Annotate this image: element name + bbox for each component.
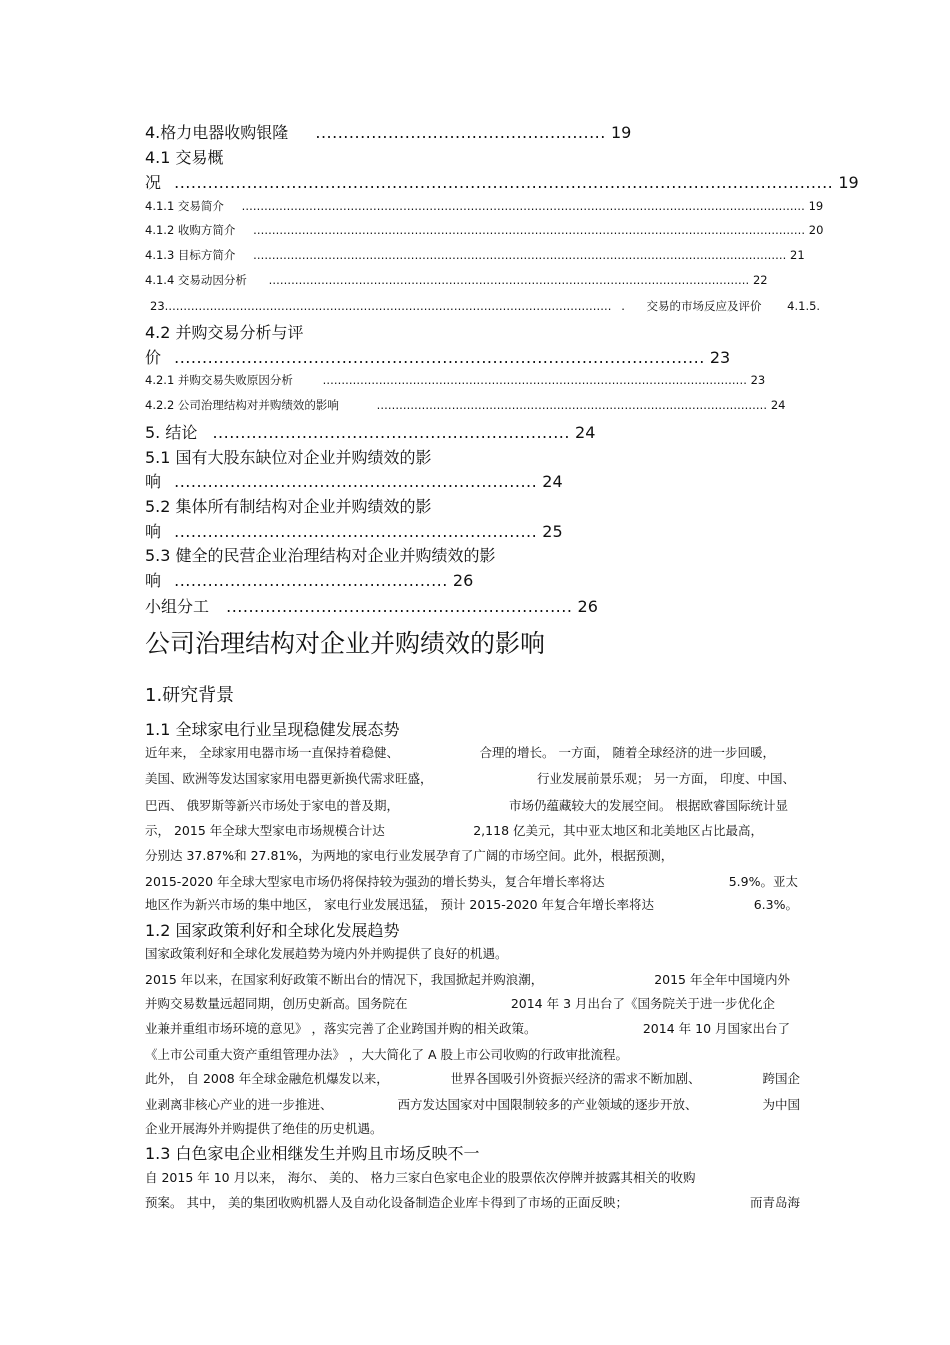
paragraph-line: 示， 2015 年全球大型家电市场规模合计达 2,118 亿美元，其中亚太地区和北美地区占比最高，: [145, 823, 763, 838]
toc-page: 23: [750, 373, 766, 387]
paragraph-line: 国家政策利好和全球化发展趋势为境内外并购提供了良好的机遇。: [145, 946, 508, 961]
toc-page: 26: [452, 571, 474, 590]
toc-leader: .......................................................................................................................: [164, 299, 612, 313]
subsection-heading-1-1: 1.1 全球家电行业呈现稳健发展态势: [145, 720, 400, 739]
toc-label: 4.1 交易概: [145, 148, 224, 167]
toc-label: 5.2 集体所有制结构对企业并购绩效的影: [145, 497, 432, 516]
toc-label-cont: 响: [145, 472, 162, 491]
toc-leader: ...................................................................................................................................................: [253, 223, 806, 237]
paragraph-line: 《上市公司重大资产重组管理办法》 ，大大简化了 A 股上市公司收购的行政审批流程。: [145, 1047, 628, 1062]
toc-label: 4.格力电器收购银隆: [145, 123, 289, 142]
toc-page: 25: [542, 522, 563, 541]
subsection-heading-1-2: 1.2 国家政策利好和全球化发展趋势: [145, 921, 400, 940]
paragraph-line: 并购交易数量远超同期，创历史新高。国务院在 2014 年 3 月出台了《国务院关于进一步优化企: [145, 996, 775, 1011]
toc-label: 5. 结论: [145, 423, 198, 442]
toc-leader: ....................................................: [315, 123, 606, 142]
paragraph-line: 预案。 其中， 美的集团收购机器人及自动化设备制造企业库卡得到了市场的正面反映； 而青岛海: [145, 1195, 800, 1210]
toc-leader: ...............................................................................................: [174, 348, 705, 367]
toc-label: 4.1.4 交易动因分析: [145, 273, 247, 287]
toc-page: 20: [808, 223, 824, 237]
toc-entry-4-1-1[interactable]: [145, 198, 823, 214]
toc-label: 小组分工: [145, 597, 210, 616]
toc-label-cont: 响: [145, 522, 162, 541]
toc-label: 5.1 国有大股东缺位对企业并购绩效的影: [145, 448, 432, 467]
paragraph-line: 业兼并重组市场环境的意见》 ，落实完善了企业跨国并购的相关政策。 2014 年 10 月国家出台了: [145, 1021, 790, 1036]
toc-page: 19: [838, 173, 859, 192]
toc-label: 4.2 并购交易分析与评: [145, 323, 304, 342]
toc-entry-5-2-cont: [145, 519, 563, 542]
toc-entry-5-3[interactable]: [145, 543, 496, 566]
toc-entry-5[interactable]: [145, 420, 595, 443]
paragraph-line: 近年来， 全球家用电器市场一直保持着稳健、 合理的增长。 一方面， 随着全球经济的进一步回暖，: [145, 745, 775, 760]
paragraph-line: 2015-2020 年全球大型家电市场仍将保持较为强劲的增长势头，复合年增长率将达 5.9%。亚太: [145, 874, 798, 889]
toc-entry-4[interactable]: [145, 120, 631, 143]
toc-leader: ........................................................................................................: [376, 398, 768, 412]
paragraph-line: 自 2015 年 10 月以来， 海尔、 美的、 格力三家白色家电企业的股票依次停牌并披露其相关的收购: [145, 1170, 696, 1185]
toc-page: 21: [790, 248, 805, 262]
toc-entry-4-2-cont: [145, 345, 730, 368]
toc-entry-4-1-4[interactable]: [145, 272, 768, 288]
toc-label: 4.2.2 公司治理结构对并购绩效的影响: [145, 398, 339, 412]
toc-page: 19: [808, 199, 824, 213]
toc-label: 5.3 健全的民营企业治理结构对企业并购绩效的影: [145, 546, 496, 565]
toc-leader: ..............................................................................................................................................: [253, 248, 787, 262]
toc-entry-5-1-cont: [145, 469, 563, 492]
toc-entry-group[interactable]: [145, 594, 598, 617]
toc-entry-4-2-1[interactable]: [145, 372, 765, 388]
toc-entry-4-2-2[interactable]: [145, 397, 785, 413]
paragraph-line: 此外， 自 2008 年全球金融危机爆发以来， 世界各国吸引外资振兴经济的需求不断加剧、 跨国企: [145, 1071, 800, 1086]
toc-entry-4-2[interactable]: [145, 320, 304, 343]
toc-label: 4.1.1 交易简介: [145, 199, 224, 213]
toc-label: 4.1.2 收购方简介: [145, 223, 236, 237]
toc-entry-4-1-2[interactable]: [145, 222, 823, 238]
paragraph-line: 业剥离非核心产业的进一步推进、 西方发达国家对中国限制较多的产业领域的逐步开放、 为中国: [145, 1097, 800, 1112]
toc-entry-4-1-3[interactable]: [145, 247, 805, 263]
toc-label-cont: 响: [145, 571, 162, 590]
toc-leader: .................................................: [174, 571, 448, 590]
toc-page: 26: [577, 597, 598, 616]
toc-leader: ................................................................: [212, 423, 570, 442]
subsection-heading-1-3: 1.3 白色家电企业相继发生并购且市场反映不一: [145, 1144, 480, 1163]
paragraph-line: 2015 年以来，在国家利好政策不断出台的情况下，我国掀起并购浪潮， 2015 年全年中国境内外: [145, 972, 790, 987]
paragraph-line: 美国、欧洲等发达国家家用电器更新换代需求旺盛， 行业发展前景乐观； 另一方面， 印度、中国、: [145, 771, 795, 786]
toc-label: 4.1.3 目标方简介: [145, 248, 236, 262]
toc-leader: ................................................................................................................................: [268, 273, 750, 287]
paragraph-line: 巴西、 俄罗斯等新兴市场处于家电的普及期， 市场仍蕴藏较大的发展空间。 根据欧睿国际统计显: [145, 798, 788, 813]
toc-leader: .................................................................: [174, 522, 538, 541]
toc-leader: ......................................................................................................................................................: [241, 199, 805, 213]
toc-page: 24: [542, 472, 563, 491]
toc-page: 22: [752, 273, 768, 287]
toc-entry-5-2[interactable]: [145, 494, 432, 517]
toc-leader-tail: .: [621, 299, 625, 313]
paragraph-line: 分别达 37.87%和 27.81%，为两地的家电行业发展孕育了广阔的市场空间。此外，根据预测，: [145, 848, 674, 863]
toc-entry-4-1-cont: [145, 170, 859, 193]
toc-page: 24: [770, 398, 786, 412]
toc-leader: ..............................................................: [226, 597, 573, 616]
toc-page: 23: [709, 348, 731, 367]
toc-label-cont: 况: [145, 173, 162, 192]
toc-number: 4.1.5.: [787, 299, 821, 313]
toc-label: 交易的市场反应及评价: [646, 299, 762, 313]
toc-page: 19: [610, 123, 632, 142]
toc-leader: .................................................................: [174, 472, 538, 491]
toc-entry-4-1[interactable]: [145, 145, 224, 168]
toc-label-cont: 价: [145, 348, 162, 367]
paragraph-line: 企业开展海外并购提供了绝佳的历史机遇。: [145, 1121, 383, 1136]
document-title: 公司治理结构对企业并购绩效的影响: [145, 629, 546, 658]
toc-entry-4-1-5[interactable]: [150, 298, 820, 314]
toc-label: 4.2.1 并购交易失败原因分析: [145, 373, 293, 387]
toc-leader: ......................................................................................................................: [174, 173, 834, 192]
toc-page: 23: [150, 299, 165, 313]
paragraph-line: 地区作为新兴市场的集中地区， 家电行业发展迅猛， 预计 2015-2020 年复合年增长率将达 6.3%。: [145, 897, 798, 912]
toc-entry-5-1[interactable]: [145, 445, 432, 468]
toc-page: 24: [575, 423, 596, 442]
toc-leader: .................................................................................................................: [322, 373, 747, 387]
toc-entry-5-3-cont: [145, 568, 473, 591]
section-heading-1: 1.研究背景: [145, 685, 235, 706]
